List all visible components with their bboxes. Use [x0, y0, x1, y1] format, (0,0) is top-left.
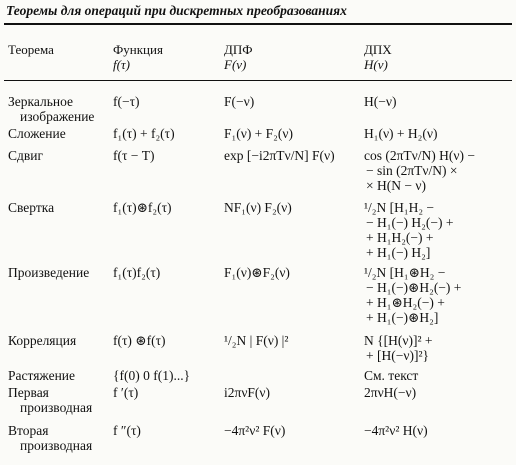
dht-formula-line: −4π²ν² H(ν): [364, 423, 428, 438]
dht-formula-line: + H₁H₂(−) +: [366, 230, 434, 245]
theorem-name: [8, 385, 112, 415]
theorem-name: [8, 265, 112, 280]
header-dht: [364, 42, 392, 72]
dht-formula-line: 2πνH(−ν): [364, 385, 417, 400]
dht-formula-line: − sin (2πTν/N) ×: [366, 163, 458, 178]
header-dht-label: ДПХ: [364, 42, 392, 57]
dht-formula-line: − H₁(−)⊛H₂(−) +: [366, 280, 462, 295]
theorem-name: [8, 148, 112, 163]
dht-formula: [364, 94, 514, 109]
theorem-name-line: Корреляция: [8, 333, 77, 348]
theorem-name-line: Свертка: [8, 200, 55, 215]
dht-formula-line: + H₁(−) H₂]: [366, 245, 431, 260]
dft-formula: −4π²ν² F(ν): [224, 423, 286, 438]
theorem-name: [8, 200, 112, 215]
header-dht-symbol: H(ν): [364, 57, 388, 72]
dft-formula: NF₁(ν) F₂(ν): [224, 200, 292, 215]
dht-formula-line: ¹/₂N [H₁⊛H₂ −: [364, 265, 446, 280]
header-function-symbol: f(τ): [113, 57, 130, 72]
theorem-name: [8, 126, 112, 141]
dft-formula: F₁(ν) + F₂(ν): [224, 126, 293, 141]
function-formula: f₁(τ) + f₂(τ): [113, 126, 175, 141]
function-formula: f ′(τ): [113, 385, 139, 400]
header-dft: [224, 42, 253, 72]
dht-formula-line: × H(N − ν): [366, 178, 426, 193]
dft-formula: ¹/₂N | F(ν) |²: [224, 333, 289, 348]
dht-formula: [364, 423, 514, 438]
dht-formula: [364, 368, 514, 383]
header-rule: [4, 80, 512, 81]
theorem-name-line: Первая: [8, 385, 49, 400]
function-formula: f₁(τ)⊛f₂(τ): [113, 200, 172, 215]
dht-formula: [364, 333, 514, 363]
theorem-name-line: производная: [20, 400, 93, 415]
header-theorem-label: Теорема: [8, 42, 54, 57]
theorem-name: [8, 368, 112, 383]
dht-formula-line: H(−ν): [364, 94, 397, 109]
header-theorem: [8, 42, 54, 57]
dft-formula: i2πνF(ν): [224, 385, 271, 400]
dft-formula: exp [−i2πTν/N] F(ν): [224, 148, 335, 163]
dht-formula-line: cos (2πTν/N) H(ν) −: [364, 148, 475, 163]
dft-formula: F₁(ν)⊛F₂(ν): [224, 265, 290, 280]
dft-formula: F(−ν): [224, 94, 255, 109]
theorem-name-line: Произведение: [8, 265, 90, 280]
theorem-name-line: производная: [20, 438, 93, 453]
dht-formula: [364, 385, 514, 400]
dht-formula-line: N {[H(ν)]² +: [364, 333, 433, 348]
dht-formula: [364, 126, 514, 141]
function-formula: {f(0) 0 f(1)...}: [113, 368, 191, 383]
theorem-name-line: Сдвиг: [8, 148, 44, 163]
theorem-name-line: Вторая: [8, 423, 49, 438]
function-formula: f ″(τ): [113, 423, 141, 438]
dht-formula-line: H₁(ν) + H₂(ν): [364, 126, 438, 141]
dht-formula: [364, 265, 514, 325]
dht-formula-line: + H₁(−)⊛H₂]: [366, 310, 439, 325]
theorem-name-line: Зеркальное: [8, 94, 73, 109]
function-formula: f₁(τ)f₂(τ): [113, 265, 161, 280]
header-function: [113, 42, 163, 72]
dht-formula-line: См. текст: [364, 368, 419, 383]
theorem-name-line: Сложение: [8, 126, 66, 141]
dht-formula-line: − H₁(−) H₂(−) +: [366, 215, 454, 230]
header-dft-label: ДПФ: [224, 42, 253, 57]
dht-formula: [364, 148, 514, 193]
function-formula: f(τ − T): [113, 148, 155, 163]
dht-formula-line: + H₁⊛H₂(−) +: [366, 295, 445, 310]
top-rule: [4, 23, 512, 25]
dht-formula: [364, 200, 514, 260]
header-dft-symbol: F(ν): [224, 57, 247, 72]
function-formula: f(−τ): [113, 94, 140, 109]
theorem-name: [8, 333, 112, 348]
function-formula: f(τ) ⊛f(τ): [113, 333, 166, 348]
theorem-name-line: изображение: [20, 109, 95, 124]
dht-formula-line: + [H(−ν)]²}: [366, 348, 429, 363]
header-function-label: Функция: [113, 42, 163, 57]
theorem-name-line: Растяжение: [8, 368, 76, 383]
theorem-name: [8, 423, 112, 453]
table-title: Теоремы для операций при дискретных преобразованиях: [6, 3, 347, 18]
dht-formula-line: ¹/₂N [H₁H₂ −: [364, 200, 435, 215]
theorem-name: [8, 94, 112, 124]
